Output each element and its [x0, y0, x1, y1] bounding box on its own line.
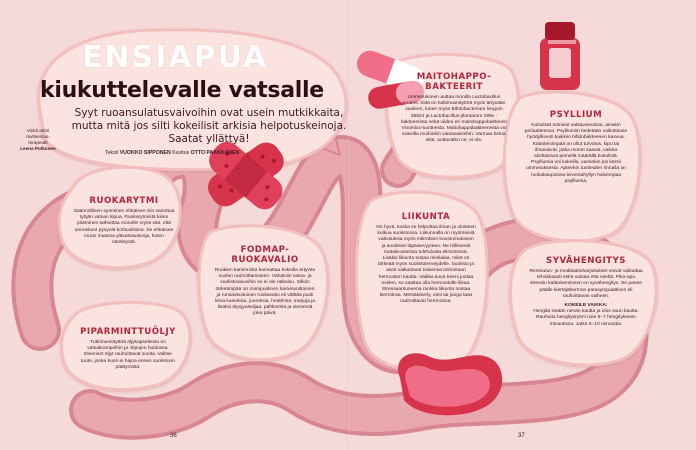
- section-body: On hyvä, koska se helpottaa ilman ja ulosteen kulkua suolistossa. Liikunnalla on myönteisiä vaikutuksia myös mikrobien koostumukseen ja suoliston läpäisevyyteen. Ne hillitsevät matala-asteista tulehdusta elimistössä. Lisäksi liikunta tostaa mielialaa, mikä on tärkeää myös suolistoterveydelle. Suolisto ja aivot vaikuttavat toisiensa toimintaan hermoston kautta. Vaikka kova treeni jostaa mielen, se saattaa olla hermostolle liikaa. Stressaantuneena rankka liikunta nostaa kierroksia. Metsäkävely, uinti tai jooga taas rauhoittavat hermostoa.: [376, 225, 476, 305]
- stomach-illustration: [398, 353, 502, 415]
- section-body: Ummetukseen auttaa monilla Lactobacillus reuterii. Siitä on tutkimusnäyttöä myös ärtyvään suoleen, kuten myös Bifidobacterium longum 35624 ja Lactobacillus plantarum 299v -bakteereista sekä viiden eri maitohappobakteerin Vivomixx-tuotteesta. Maitohappobakteereista voi kokeilla muihinkin vatsavaivoihin. Varmaa tietoa siitä, auttavatko ne, ei ole.: [400, 95, 508, 144]
- credits-text-author: VUOKKO SIPPONEN: [119, 150, 171, 156]
- credits-illus-label: Kuvitus: [172, 150, 190, 156]
- expert-caption: [18, 128, 58, 152]
- article-credits: [105, 150, 239, 156]
- section-body: Ruokien karsinnista kannattaa kokeilla ärtyvän suolen rauhoittamiseen. Vähäisiin vatsa- ja suolistovaivoihin se ei ole ratkaisu. Silloin tärkeämpää on monipuolinen kasvisvoittoinen ja runsaskuituinen ruokavalio eli välttää puoli kiloa kasviksia, juureksia, hedelmiä, marjoja ja lisäksi täysjyväviljaa, pähkinöitä ja siemeniä joka päivä.: [214, 268, 316, 317]
- section-body: Rentoutus- ja meditaatioharjoitukset voivat vaikuttaa tehokkaasti sekä vatsaa että mieltä. Pika-apu stressin katkaisemiseen on syvähengitys. Se panee päälle kiertäjähermon parasympaattisen eli rauhoittavan vaiheen.: [529, 269, 643, 299]
- section-heading: PIPARMINTTUÖLJY: [80, 327, 176, 337]
- medicine-bottle-illustration: [540, 22, 580, 90]
- page-number-left: 36: [170, 433, 177, 439]
- expert-name: Leena Putkonen: [20, 146, 56, 151]
- section-heading: MAITOHAPPO-BAKTEERIT: [416, 72, 492, 92]
- page-gutter: [347, 0, 349, 450]
- expert-caption-text: Vinkit antoi ravitsemus-terapeutti: [26, 128, 50, 145]
- section-body: Kuitulisät toimivat vatsavaivoissa, ainakin periaatteessa. Psylliumiin tiedetään vaikuttavan hyödyllisesti kaikkiin bifidobakteerien kasvua. Käänteisimpää on ollut turvotus, kipu tai ilmavaivat, jotka monet saavat, vaikka aloittaisivat pienellä määrällä kuitulisiä. Psylliumia voi kokeilla, varsinkin jos kärsii ummetuksesta. Apteekin tuotteiden rinnalla on ruokakaupoissa leivontahyllyn halvempaa psylliumia.: [524, 123, 628, 184]
- page-number-right: 37: [518, 433, 525, 439]
- section-tip-label: KOKEILE VAIKKA:: [564, 303, 608, 309]
- section-maitohappobakteerit: [400, 72, 508, 145]
- section-psyllium: [524, 110, 628, 185]
- section-heading: PSYLLIUM: [549, 110, 603, 120]
- section-body: Tutkimusnäyttöä öljykapseleista on vatsakrampeihin ja -kipujen hoidossa. Eteeriset öljyt rauhoittavat suolta. Valitse tuote, jonka kuori ei hajoa ennen suolistoon päätymistä.: [80, 340, 176, 370]
- article-title: ENSIAPUA: [82, 40, 269, 75]
- credits-illus-author: OTTO PAAKKANEN: [190, 150, 240, 156]
- section-heading: FODMAP-RUOKAVALIO: [231, 245, 299, 265]
- article-subtitle: kiukuttelevalle vatsalle: [40, 78, 324, 103]
- article-lead: Syyt ruoansulatusvaivoihin ovat usein mutkikkaita, mutta mitä jos silti kokeilisit arkisia helpotuskeinoja. Saatat yllättyä!: [71, 107, 347, 145]
- section-piparminttuoljy: [78, 327, 178, 371]
- section-fodmap: [214, 245, 316, 318]
- section-heading: RUOKARYTMI: [89, 196, 159, 206]
- section-tip: Hengitä sisään nenän kautta ja ulos suun kautta. Rauhoita hengitysrytmi noin 5–7 hengitykseen minuutissa. Jatka 5–10 minuuttia.: [533, 309, 639, 327]
- section-liikunta: [376, 212, 476, 306]
- section-syvahengitys: [528, 256, 644, 328]
- section-ruokarytmi: [72, 196, 176, 246]
- section-heading: LIIKUNTA: [401, 212, 451, 222]
- section-heading: SYVÄHENGITYS: [546, 256, 626, 266]
- section-body: Säännöllinen syöminen ehkäisee niin sanottua tyhjän vatsan kipua. Ruokarytmistä kiinni pitäminen tarkoittaa monelle myös sitä, että annoskoot pysyvät kohtuullisina. Se ehkäisee muun muassa ylävatsavaivoja, kuten närästystä.: [73, 209, 175, 246]
- credits-text-label: Teksti: [105, 150, 119, 156]
